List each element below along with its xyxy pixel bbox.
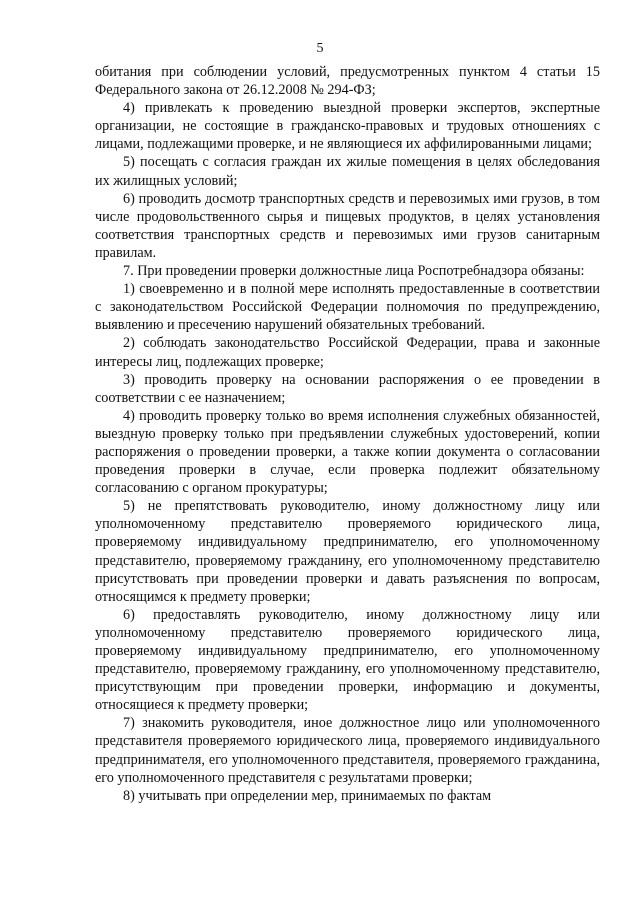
paragraph-duty-1: 1) своевременно и в полной мере исполнять предоставленные в соответствии с законодательством Российской Федерации полномочия по предупреждению, выявлению и пресечению нарушений обязательных требований. xyxy=(95,281,600,334)
paragraph-item-4-experts: 4) привлекать к проведению выездной проверки экспертов, экспертные организации, не состоящие в гражданско-правовых и трудовых отношениях с лицами, подлежащими проверке, и не являющиеся их аффилированными лицами; xyxy=(95,100,600,153)
paragraph-section-7-heading: 7. При проведении проверки должностные лица Роспотребнадзора обязаны: xyxy=(123,263,585,280)
page-number: 5 xyxy=(316,41,324,56)
paragraph-duty-4: 4) проводить проверку только во время исполнения служебных обязанностей, выездную проверку только при предъявлении служебных удостоверений, копии распоряжения о проведении проверки, а также копии документа о согласовании проведения проверки в случае, если проверка подлежит обязательному согласованию с органом прокуратуры; xyxy=(95,407,600,497)
paragraph-duty-5: 5) не препятствовать руководителю, иному должностному лицу или уполномоченному представителю проверяемого юридического лица, проверяемому индивидуальному предпринимателю, его уполномоченному представителю, проверяемому гражданину, его уполномоченному представителю присутствовать при проведении проверки и давать разъяснения по вопросам, относящимся к предмету проверки; xyxy=(95,498,600,605)
paragraph-continuation: обитания при соблюдении условий, предусмотренных пунктом 4 статьи 15 Федерального закона от 26.12.2008 № 294-ФЗ; xyxy=(95,64,600,99)
document-body xyxy=(95,63,600,805)
paragraph-duty-2: 2) соблюдать законодательство Российской Федерации, права и законные интересы лиц, подлежащих проверке; xyxy=(95,335,600,370)
paragraph-item-5-visit-homes: 5) посещать с согласия граждан их жилые помещения в целях обследования их жилищных условий; xyxy=(95,154,600,189)
paragraph-duty-8: 8) учитывать при определении мер, принимаемых по фактам xyxy=(123,787,492,804)
paragraph-duty-7: 7) знакомить руководителя, иное должностное лицо или уполномоченного представителя проверяемого юридического лица, проверяемого индивидуального предпринимателя, его уполномоченного представителя, проверяемого гражданина, его уполномоченного представителя с результатами проверки; xyxy=(95,715,600,786)
paragraph-item-6-vehicle-inspection: 6) проводить досмотр транспортных средств и перевозимых ими грузов, в том числе продовольственного сырья и пищевых продуктов, в целях установления соответствия транспортных средств и перевозимых ими грузов санитарным правилам. xyxy=(95,190,600,261)
paragraph-duty-3: 3) проводить проверку на основании распоряжения о ее проведении в соответствии с ее назначением; xyxy=(95,371,600,406)
paragraph-duty-6: 6) предоставлять руководителю, иному должностному лицу или уполномоченному представителю проверяемого юридического лица, проверяемому индивидуальному предпринимателю, его уполномоченному представителю, проверяемому гражданину, его уполномоченному представителю, присутствующим при проведении проверки, информацию и документы, относящиеся к предмету проверки; xyxy=(95,606,600,714)
